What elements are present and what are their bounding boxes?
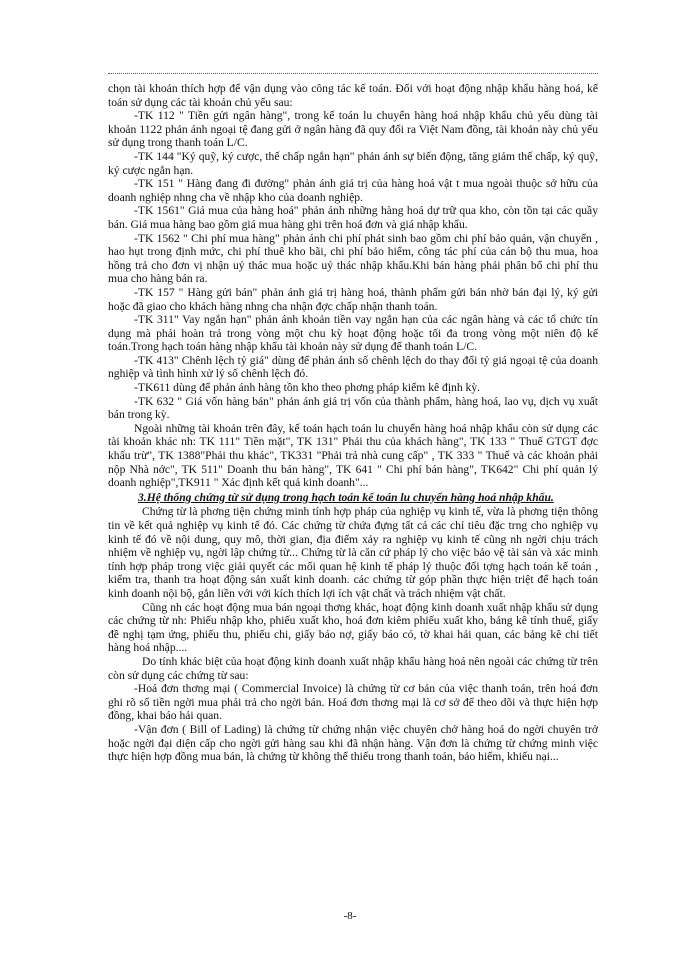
paragraph-vouchers-list: Cũng nh các hoạt động mua bán ngoại thơng khác, hoạt động kinh doanh xuất nhập khẩu sử dụng các chứng từ nh: Phiếu nhập kho, phiếu xuất kho, hoá đơn kiêm phiếu xuất kho, bảng kê tính thuế, giấy đề nghị tạm ứng, phiếu thu, phiếu chi, giấy báo nợ, giấy báo có, tờ khai hải quan, các bảng kê chi tiết hàng hoá nhập.... bbox=[108, 600, 598, 655]
paragraph-bill-of-lading: -Vận đơn ( Bill of Lading) là chứng từ chứng nhận việc chuyên chở hàng hoá do ngời chuyên trở hoặc ngời đại diện cấp cho ngời gửi hàng sau khi đã nhận hàng. Vận đơn là chứng từ chứng minh việc thực hiện hợp đồng mua bán, là chứng từ không thể thiếu trong thanh toán, bảo hiểm, khiếu nại... bbox=[108, 722, 598, 764]
paragraph-tk311: -TK 311" Vay ngắn hạn" phản ánh khoản tiền vay ngắn hạn của các ngân hàng và các tổ chức tín dụng mà phải hoàn trả trong vòng một chu kỳ hoạt động hoặc tối đa trong vòng một niên độ kế toán.Trong hạch toán hàng nhập khẩu tài khoản này sử dụng để thanh toán L/C. bbox=[108, 313, 598, 354]
section-heading: 3.Hệ thống chứng từ sử dụng trong hạch toán kế toán lu chuyển hàng hoá nhập khẩu. bbox=[138, 490, 554, 504]
header-rule bbox=[108, 73, 598, 74]
page-number: -8- bbox=[343, 910, 357, 922]
document-body bbox=[108, 82, 598, 764]
paragraph-other-accounts: Ngoài những tài khoản trên đây, kế toán hạch toán lu chuyển hàng hoá nhập khẩu còn sử dụng các tài khoản khác nh: TK 111" Tiền mặt", TK 131" Phải thu của khách hàng", TK 133 " Thuế GTGT đợc khấu trừ", TK 1388"Phải thu khác", TK331 "Phải trả nhà cung cấp" , TK 333 " Thuế và các khoản phải nộp Nhà nớc", TK 511" Doanh thu bán hàng", TK 641 " Chi phí bán hàng", TK642" Chi phí quản lý doanh nghiệp",TK911 " Xác định kết quả kinh doanh"... bbox=[108, 421, 598, 490]
paragraph-tk144: -TK 144 "Ký quỹ, ký cược, thế chấp ngắn hạn" phản ánh sự biến động, tăng giảm thế chấp, ký quỹ, ký cược ngắn hạn. bbox=[108, 149, 598, 177]
paragraph-tk157: -TK 157 " Hàng gửi bán" phản ánh giá trị hàng hoá, thành phẩm gửi bán nhờ bán đại lý, ký gửi hoặc đã giao cho khách hàng nhng cha nhận đợc chấp nhận thanh toán. bbox=[108, 285, 598, 313]
paragraph-tk413: -TK 413" Chênh lệch tỷ giá" dùng để phản ánh số chênh lệch do thay đổi tỷ giá ngoại tệ của doanh nghiệp và tình hình xử lý số chênh lệch đó. bbox=[108, 353, 598, 381]
paragraph-tk151: -TK 151 " Hàng đang đi đường" phản ánh giá trị của hàng hoá vật t mua ngoài thuộc sở hữu của doanh nghiệp nhng cha về nhập kho của doanh nghiệp. bbox=[108, 177, 598, 204]
paragraph-tk611: -TK611 dùng để phản ánh hàng tồn kho theo phơng pháp kiểm kê định kỳ. bbox=[134, 381, 481, 395]
paragraph-vouchers-definition: Chứng từ là phơng tiện chứng minh tính hợp pháp của nghiệp vụ kinh tế, vừa là phơng tiện thông tin về kết quả nghiệp vụ kinh tế đó. Các chứng từ chứa đựng tất cả các chỉ tiêu đặc trng cho nghiệp vụ kinh tế đó về nội dung, quy mô, thời gian, địa điểm xảy ra nghiệp vụ kinh tế cũng nh ngời chịu trách nhiệm về nghiệp vụ, ngời lập chứng từ... Chứng từ là căn cứ pháp lý cho việc bảo vệ tài sản và xác minh tính hợp pháp trong việc giải quyết các mối quan hệ kinh tế pháp lý thuộc đối tợng hạch toán kế toán , kiểm tra, thanh tra hoạt động sản xuất kinh doanh. các chứng từ góp phần thực hiện triệt để hạch toán kinh doanh nội bộ, gắn liền với với kích thích lợi ích vật chất và trách nhiệm vật chất. bbox=[108, 505, 598, 600]
paragraph-commercial-invoice: -Hoá đơn thơng mại ( Commercial Invoice) là chứng từ cơ bản của việc thanh toán, trên hoá đơn ghi rõ số tiền ngời mua phải trả cho ngời bán. Hoá đơn thơng mại là cơ sở để theo dõi và thực hiện hợp đồng, khai báo hải quan. bbox=[108, 682, 598, 723]
paragraph-intro: chọn tài khoản thích hợp để vận dụng vào công tác kế toán. Đối với hoạt động nhập khẩu hàng hoá, kế toán sử dụng các tài khoản chủ yếu sau: bbox=[108, 82, 598, 109]
paragraph-tk1561: -TK 1561" Giá mua của hàng hoá" phản ánh những hàng hoá dự trữ qua kho, còn tồn tại các quầy bán. Giá mua hàng bao gồm giá mua hàng ghi trên hoá đơn và giá nhập khẩu. bbox=[108, 204, 598, 231]
paragraph-vouchers-special: Do tính khác biệt của hoạt động kinh doanh xuất nhập khẩu hàng hoá nên ngoài các chứng từ trên còn sử dụng các chứng từ sau: bbox=[108, 654, 598, 682]
paragraph-tk112: -TK 112 " Tiền gửi ngân hàng", trong kế toán lu chuyển hàng hoá nhập khẩu chủ yếu dùng tài khoản 1122 phản ánh ngoại tệ đang gửi ở ngân hàng đã quy đổi ra Việt Nam đồng, tài khoản này chủ yếu sử dụng trong thanh toán L/C. bbox=[108, 109, 598, 150]
paragraph-tk1562: -TK 1562 " Chi phí mua hàng" phản ánh chi phí phát sinh bao gồm chi phí bảo quản, vận chuyển , hao hụt trong định mức, chi phí thuê kho bãi, chi phí bảo hiểm, công tác phí của cán bộ thu mua, hoa hồng trả cho đơn vị nhận uỷ thác mua hoặc uỷ thác nhập khẩu.Khi bán hàng phải phân bổ chi phí thu mua cho hàng bán ra. bbox=[108, 231, 598, 286]
paragraph-tk632: -TK 632 " Giá vốn hàng bán" phản ánh giá trị vốn của thành phẩm, hàng hoá, lao vụ, dịch vụ xuất bán trong kỳ. bbox=[108, 394, 598, 422]
